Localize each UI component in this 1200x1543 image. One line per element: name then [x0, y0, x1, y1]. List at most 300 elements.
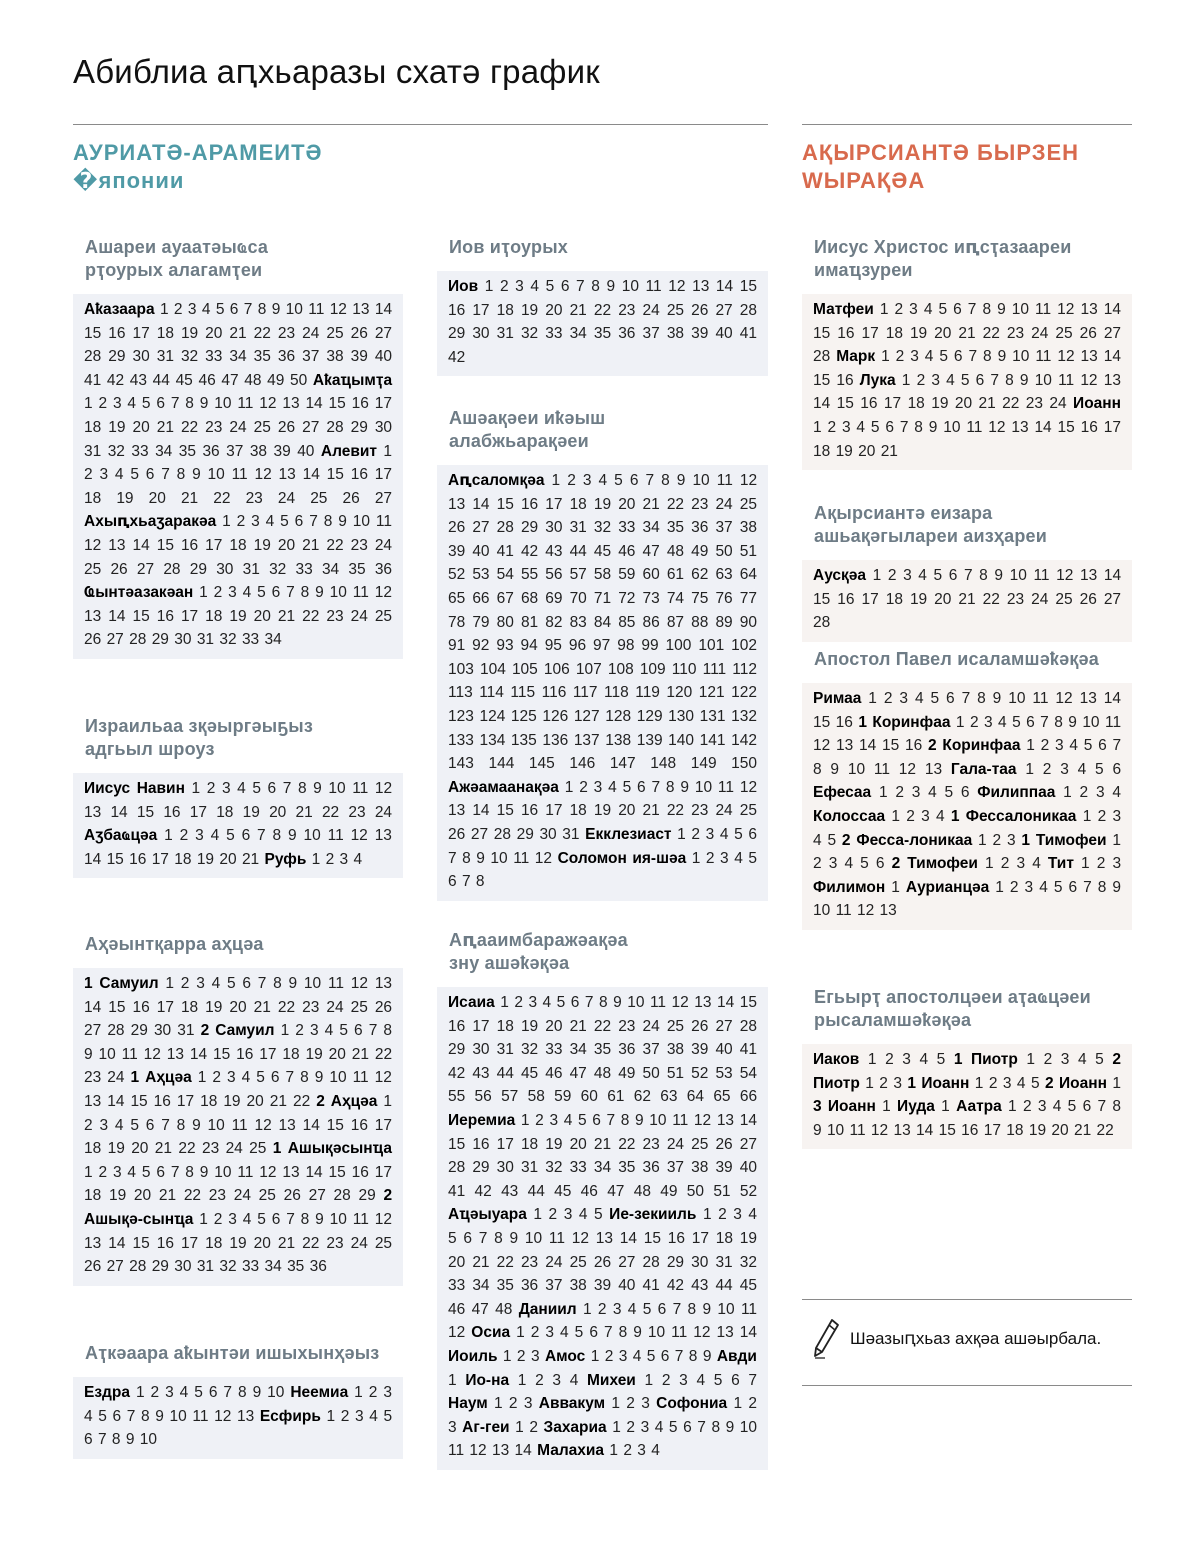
chapter-number[interactable]: 26	[342, 489, 360, 507]
chapter-number[interactable]: 2	[894, 301, 904, 318]
chapter-number[interactable]: 32	[739, 1253, 757, 1271]
chapter-number[interactable]: 22	[183, 1187, 202, 1205]
chapter-number[interactable]: 21	[642, 495, 660, 513]
chapter-number[interactable]: 1	[881, 348, 890, 366]
chapter-number[interactable]: 6	[570, 994, 580, 1011]
chapter-number[interactable]: 28	[813, 614, 831, 632]
chapter-number[interactable]: 6	[589, 1324, 598, 1342]
chapter-number[interactable]: 3	[899, 690, 909, 707]
chapter-number[interactable]: 115	[510, 684, 536, 702]
chapter-number[interactable]: 8	[598, 994, 608, 1011]
chapter-number[interactable]: 30	[174, 1258, 192, 1276]
chapter-number[interactable]: 5	[734, 825, 743, 843]
chapter-number[interactable]: 2	[340, 1407, 350, 1425]
chapter-number[interactable]: 3	[1024, 878, 1034, 896]
chapter-number[interactable]: 24	[302, 324, 320, 342]
chapter-number[interactable]: 7	[161, 1116, 170, 1134]
chapter-number[interactable]: 9	[997, 348, 1007, 366]
chapter-number[interactable]: 22	[321, 803, 340, 821]
chapter-number[interactable]: 1	[197, 1069, 207, 1087]
chapter-number[interactable]: 35	[253, 348, 271, 366]
chapter-number[interactable]: 10	[692, 472, 710, 489]
chapter-number[interactable]: 25	[326, 324, 344, 342]
chapter-number[interactable]: 38	[691, 1159, 709, 1177]
chapter-number[interactable]: 26	[715, 1135, 733, 1153]
chapter-number[interactable]: 29	[189, 560, 207, 578]
chapter-number[interactable]: 12	[374, 780, 393, 797]
chapter-number[interactable]: 20	[569, 1135, 587, 1153]
chapter-number[interactable]: 19	[196, 850, 215, 868]
chapter-number[interactable]: 1	[1112, 831, 1121, 849]
chapter-number[interactable]: 34	[229, 348, 247, 366]
chapter-number[interactable]: 7	[286, 584, 295, 602]
chapter-number[interactable]: 3	[1112, 807, 1122, 825]
chapter-number[interactable]: 13	[716, 1324, 734, 1342]
chapter-number[interactable]: 5	[642, 1300, 652, 1318]
chapter-number[interactable]: 9	[288, 975, 298, 992]
chapter-number[interactable]: 5	[574, 1324, 584, 1342]
chapter-number[interactable]: 51	[739, 542, 757, 560]
chapter-number[interactable]: 12	[1080, 371, 1098, 389]
chapter-number[interactable]: 10	[813, 902, 831, 920]
chapter-number[interactable]: 77	[739, 589, 757, 607]
chapter-number[interactable]: 1	[590, 1347, 600, 1365]
chapter-number[interactable]: 6	[948, 567, 958, 584]
chapter-number[interactable]: 16	[520, 495, 539, 513]
chapter-number[interactable]: 4	[242, 584, 252, 602]
chapter-number[interactable]: 31	[156, 348, 174, 366]
chapter-number[interactable]: 2	[1097, 807, 1107, 825]
chapter-number[interactable]: 10	[826, 1121, 845, 1139]
chapter-number[interactable]: 6	[748, 825, 757, 843]
chapter-number[interactable]: 57	[569, 566, 587, 584]
chapter-number[interactable]: 6	[156, 395, 165, 413]
chapter-number[interactable]: 24	[225, 1140, 243, 1158]
chapter-number[interactable]: 100	[665, 637, 692, 655]
chapter-number[interactable]: 13	[1079, 690, 1097, 707]
chapter-number[interactable]: 4	[719, 825, 729, 843]
chapter-number[interactable]: 17	[374, 395, 392, 413]
chapter-number[interactable]: 131	[699, 707, 726, 725]
chapter-number[interactable]: 28	[448, 1159, 466, 1177]
chapter-number[interactable]: 5	[646, 1347, 656, 1365]
chapter-number[interactable]: 1	[978, 831, 987, 849]
chapter-number[interactable]: 17	[132, 324, 150, 342]
chapter-number[interactable]: 16	[448, 301, 466, 319]
chapter-number[interactable]: 9	[199, 1163, 209, 1181]
chapter-number[interactable]: 124	[479, 707, 506, 725]
chapter-number[interactable]: 5	[1053, 878, 1063, 896]
chapter-number[interactable]: 4	[748, 1206, 758, 1224]
chapter-number[interactable]: 28	[813, 348, 831, 366]
chapter-number[interactable]: 11	[327, 975, 345, 992]
chapter-number[interactable]: 8	[711, 1418, 721, 1436]
chapter-number[interactable]: 35	[666, 519, 685, 537]
chapter-number[interactable]: 10	[627, 994, 645, 1011]
chapter-number[interactable]: 9	[1068, 713, 1077, 731]
chapter-number[interactable]: 1	[517, 1371, 527, 1389]
chapter-number[interactable]: 22	[326, 536, 344, 554]
chapter-number[interactable]: 20	[1051, 1121, 1069, 1139]
chapter-number[interactable]: 40	[374, 348, 393, 366]
chapter-number[interactable]: 7	[990, 371, 1000, 389]
chapter-number[interactable]: 54	[739, 1064, 757, 1082]
chapter-number[interactable]: 15	[212, 1045, 231, 1063]
chapter-number[interactable]: 17	[861, 590, 879, 608]
chapter-number[interactable]: 4	[1077, 1051, 1087, 1068]
chapter-number[interactable]: 13	[893, 1121, 911, 1139]
chapter-number[interactable]: 24	[350, 1234, 368, 1252]
chapter-number[interactable]: 5	[256, 1069, 265, 1087]
chapter-number[interactable]: 33	[131, 442, 149, 460]
chapter-number[interactable]: 1	[813, 418, 822, 436]
chapter-number[interactable]: 1	[1025, 760, 1034, 778]
chapter-number[interactable]: 2	[705, 849, 715, 867]
chapter-number[interactable]: 9	[338, 513, 347, 531]
chapter-number[interactable]: 11	[375, 513, 392, 531]
chapter-number[interactable]: 135	[510, 731, 537, 749]
chapter-number[interactable]: 8	[688, 1347, 698, 1365]
chapter-number[interactable]: 134	[479, 731, 506, 749]
chapter-number[interactable]: 11	[121, 1045, 138, 1063]
chapter-number[interactable]: 21	[154, 1140, 173, 1158]
chapter-number[interactable]: 28	[496, 519, 514, 537]
chapter-number[interactable]: 9	[1019, 371, 1029, 389]
chapter-number[interactable]: 3	[309, 1022, 319, 1040]
chapter-number[interactable]: 4	[918, 567, 927, 584]
chapter-number[interactable]: 4	[813, 831, 822, 849]
chapter-number[interactable]: 30	[539, 825, 557, 843]
chapter-number[interactable]: 36	[520, 1277, 539, 1295]
chapter-number[interactable]: 7	[257, 827, 266, 845]
chapter-number[interactable]: 8	[475, 873, 485, 891]
chapter-number[interactable]: 14	[813, 395, 831, 413]
chapter-number[interactable]: 114	[479, 684, 504, 702]
chapter-number[interactable]: 8	[494, 1229, 503, 1247]
chapter-number[interactable]: 50	[686, 1182, 705, 1200]
chapter-number[interactable]: 15	[882, 737, 900, 755]
chapter-number[interactable]: 13	[278, 1116, 296, 1134]
chapter-number[interactable]: 18	[885, 590, 903, 608]
chapter-number[interactable]: 5	[930, 690, 940, 707]
chapter-number[interactable]: 2	[1022, 1098, 1032, 1116]
chapter-number[interactable]: 2	[988, 1074, 998, 1092]
chapter-number[interactable]: 17	[189, 803, 207, 821]
chapter-number[interactable]: 17	[151, 850, 169, 868]
chapter-number[interactable]: 66	[472, 589, 490, 607]
chapter-number[interactable]: 2	[1043, 1051, 1053, 1068]
chapter-number[interactable]: 11	[1035, 301, 1052, 318]
chapter-number[interactable]: 7	[899, 418, 909, 436]
chapter-number[interactable]: 32	[107, 442, 125, 460]
chapter-number[interactable]: 5	[933, 567, 943, 584]
chapter-number[interactable]: 84	[593, 613, 612, 631]
chapter-number[interactable]: 16	[836, 371, 854, 389]
chapter-number[interactable]: 30	[496, 1159, 514, 1177]
chapter-number[interactable]: 19	[909, 590, 928, 608]
chapter-number[interactable]: 9	[676, 472, 686, 489]
chapter-number[interactable]: 1	[383, 1092, 392, 1110]
chapter-number[interactable]: 1	[611, 1395, 620, 1413]
chapter-number[interactable]: 15	[813, 713, 831, 731]
chapter-number[interactable]: 13	[236, 1407, 255, 1425]
chapter-number[interactable]: 33	[241, 1258, 260, 1276]
chapter-number[interactable]: 15	[84, 324, 102, 342]
chapter-number[interactable]: 34	[472, 1277, 490, 1295]
chapter-number[interactable]: 14	[472, 495, 490, 513]
chapter-number[interactable]: 1	[644, 1371, 654, 1389]
chapter-number[interactable]: 120	[666, 684, 693, 702]
chapter-number[interactable]: 1	[901, 371, 911, 389]
chapter-number[interactable]: 17	[374, 466, 393, 484]
chapter-number[interactable]: 14	[859, 737, 877, 755]
chapter-number[interactable]: 91	[448, 637, 466, 655]
chapter-number[interactable]: 7	[126, 1407, 136, 1425]
chapter-number[interactable]: 3	[1060, 760, 1069, 778]
chapter-number[interactable]: 2	[887, 567, 897, 584]
chapter-number[interactable]: 25	[249, 1140, 267, 1158]
chapter-number[interactable]: 19	[242, 803, 260, 821]
chapter-number[interactable]: 1	[702, 1206, 712, 1224]
chapter-number[interactable]: 16	[905, 737, 923, 755]
chapter-number[interactable]: 1	[500, 994, 509, 1011]
chapter-number[interactable]: 2	[885, 1051, 894, 1068]
chapter-number[interactable]: 16	[472, 1135, 490, 1153]
chapter-number[interactable]: 6	[84, 1431, 93, 1449]
chapter-number[interactable]: 10	[649, 1111, 667, 1129]
chapter-number[interactable]: 10	[717, 1300, 735, 1318]
chapter-number[interactable]: 22	[593, 1017, 612, 1035]
chapter-number[interactable]: 25	[84, 560, 102, 578]
chapter-number[interactable]: 21	[880, 442, 898, 460]
chapter-number[interactable]: 17	[472, 1017, 490, 1035]
chapter-number[interactable]: 6	[592, 1111, 601, 1129]
chapter-number[interactable]: 48	[593, 1064, 612, 1082]
chapter-number[interactable]: 44	[527, 1182, 545, 1200]
chapter-number[interactable]: 43	[129, 371, 148, 389]
chapter-number[interactable]: 118	[604, 684, 629, 702]
chapter-number[interactable]: 4	[369, 1407, 378, 1425]
chapter-number[interactable]: 3	[523, 1395, 533, 1413]
chapter-number[interactable]: 7	[282, 780, 292, 797]
chapter-number[interactable]: 48	[495, 1300, 513, 1318]
chapter-number[interactable]: 10	[694, 778, 713, 796]
chapter-number[interactable]: 1	[135, 1384, 145, 1401]
chapter-number[interactable]: 55	[520, 566, 539, 584]
chapter-number[interactable]: 3	[893, 1074, 902, 1092]
chapter-number[interactable]: 30	[374, 418, 393, 436]
chapter-number[interactable]: 35	[496, 1277, 514, 1295]
chapter-number[interactable]: 3	[679, 1371, 688, 1389]
chapter-number[interactable]: 24	[374, 803, 393, 821]
chapter-number[interactable]: 24	[715, 495, 733, 513]
chapter-number[interactable]: 6	[229, 301, 239, 318]
chapter-number[interactable]: 8	[687, 1300, 697, 1318]
chapter-number[interactable]: 45	[175, 371, 193, 389]
chapter-number[interactable]: 14	[189, 1045, 208, 1063]
chapter-number[interactable]: 2	[604, 1347, 614, 1365]
chapter-number[interactable]: 5	[713, 1371, 723, 1389]
chapter-number[interactable]: 4	[734, 849, 743, 867]
chapter-number[interactable]: 18	[229, 536, 247, 554]
chapter-number[interactable]: 75	[691, 589, 709, 607]
chapter-number[interactable]: 3	[1112, 855, 1122, 873]
chapter-number[interactable]: 39	[448, 542, 466, 560]
chapter-number[interactable]: 21	[156, 418, 174, 436]
chapter-number[interactable]: 9	[476, 849, 485, 867]
chapter-number[interactable]: 4	[530, 278, 540, 295]
chapter-number[interactable]: 5	[577, 1111, 587, 1129]
chapter-number[interactable]: 6	[271, 1210, 281, 1228]
chapter-number[interactable]: 29	[151, 1258, 169, 1276]
chapter-number[interactable]: 3	[1054, 737, 1064, 755]
chapter-number[interactable]: 12	[739, 778, 758, 796]
chapter-number[interactable]: 21	[269, 1092, 287, 1110]
chapter-number[interactable]: 12	[350, 975, 369, 992]
chapter-number[interactable]: 28	[326, 418, 344, 436]
chapter-number[interactable]: 1	[165, 975, 175, 992]
chapter-number[interactable]: 3	[196, 975, 205, 992]
chapter-number[interactable]: 1	[191, 780, 201, 797]
chapter-number[interactable]: 4	[1069, 737, 1078, 755]
chapter-number[interactable]: 15	[326, 1116, 344, 1134]
chapter-number[interactable]: 6	[660, 1347, 670, 1365]
chapter-number[interactable]: 2	[150, 1384, 160, 1401]
chapter-number[interactable]: 4	[569, 1371, 579, 1389]
chapter-number[interactable]: 3	[530, 1347, 540, 1365]
chapter-number[interactable]: 14	[305, 1163, 323, 1181]
chapter-number[interactable]: 5	[594, 1206, 603, 1224]
chapter-number[interactable]: 122	[731, 684, 758, 702]
chapter-number[interactable]: 12	[739, 472, 758, 489]
chapter-number[interactable]: 21	[351, 1045, 369, 1063]
chapter-number[interactable]: 23	[1006, 590, 1025, 608]
chapter-number[interactable]: 79	[472, 613, 490, 631]
chapter-number[interactable]: 2	[748, 1395, 757, 1413]
chapter-number[interactable]: 9	[606, 278, 616, 295]
chapter-number[interactable]: 11	[672, 1111, 689, 1129]
chapter-number[interactable]: 14	[514, 1442, 532, 1460]
chapter-number[interactable]: 16	[163, 803, 181, 821]
chapter-number[interactable]: 9	[680, 778, 689, 796]
chapter-number[interactable]: 56	[474, 1088, 492, 1106]
chapter-number[interactable]: 78	[448, 613, 466, 631]
chapter-number[interactable]: 18	[885, 324, 903, 342]
chapter-number[interactable]: 2	[213, 584, 223, 602]
chapter-number[interactable]: 35	[287, 1258, 305, 1276]
chapter-number[interactable]: 5	[939, 348, 948, 366]
chapter-number[interactable]: 52	[739, 1182, 758, 1200]
chapter-number[interactable]: 28	[129, 1258, 147, 1276]
chapter-number[interactable]: 20	[246, 1092, 264, 1110]
chapter-number[interactable]: 26	[277, 418, 296, 436]
chapter-number[interactable]: 9	[725, 1418, 735, 1436]
chapter-number[interactable]: 22	[496, 1253, 514, 1271]
chapter-number[interactable]: 20	[253, 607, 271, 625]
chapter-number[interactable]: 8	[661, 472, 670, 489]
chapter-number[interactable]: 13	[924, 760, 943, 778]
chapter-number[interactable]: 8	[977, 690, 986, 707]
chapter-number[interactable]: 15	[156, 536, 174, 554]
chapter-number[interactable]: 16	[667, 1229, 685, 1247]
chapter-number[interactable]: 1	[199, 584, 208, 602]
chapter-number[interactable]: 6	[448, 873, 457, 891]
chapter-number[interactable]: 13	[595, 1229, 613, 1247]
chapter-number[interactable]: 23	[691, 802, 709, 820]
chapter-number[interactable]: 4	[928, 784, 937, 802]
chapter-number[interactable]: 47	[569, 1064, 587, 1082]
chapter-number[interactable]: 40	[618, 1277, 636, 1295]
chapter-number[interactable]: 18	[496, 1017, 514, 1035]
chapter-number[interactable]: 4	[651, 1442, 660, 1460]
chapter-number[interactable]: 12	[84, 536, 102, 554]
chapter-number[interactable]: 34	[569, 1041, 587, 1059]
chapter-number[interactable]: 17	[374, 1116, 393, 1134]
chapter-number[interactable]: 24	[277, 489, 296, 507]
chapter-number[interactable]: 27	[715, 1017, 733, 1035]
chapter-number[interactable]: 4	[179, 1384, 189, 1401]
chapter-number[interactable]: 11	[237, 1163, 254, 1181]
chapter-number[interactable]: 31	[496, 1041, 514, 1059]
chapter-number[interactable]: 106	[543, 660, 570, 678]
chapter-number[interactable]: 1	[515, 1418, 524, 1436]
chapter-number[interactable]: 37	[226, 442, 244, 460]
chapter-number[interactable]: 20	[229, 998, 247, 1016]
chapter-number[interactable]: 11	[352, 780, 369, 797]
chapter-number[interactable]: 8	[323, 513, 333, 531]
chapter-number[interactable]: 3	[221, 780, 231, 797]
chapter-number[interactable]: 17	[205, 536, 223, 554]
chapter-number[interactable]: 9	[315, 584, 324, 602]
chapter-number[interactable]: 4	[578, 1206, 588, 1224]
chapter-number[interactable]: 2	[535, 1111, 544, 1129]
chapter-number[interactable]: 136	[542, 731, 569, 749]
chapter-number[interactable]: 42	[448, 348, 466, 366]
chapter-number[interactable]: 25	[739, 495, 757, 513]
chapter-number[interactable]: 11	[1033, 567, 1050, 584]
chapter-number[interactable]: 39	[593, 1277, 612, 1295]
chapter-number[interactable]: 16	[835, 713, 853, 731]
chapter-number[interactable]: 12	[870, 1121, 889, 1139]
chapter-number[interactable]: 13	[448, 802, 466, 820]
chapter-number[interactable]: 17	[691, 1229, 709, 1247]
chapter-number[interactable]: 8	[185, 395, 194, 413]
chapter-number[interactable]: 35	[618, 1159, 636, 1177]
chapter-number[interactable]: 4	[924, 348, 934, 366]
chapter-number[interactable]: 11	[192, 1407, 209, 1425]
chapter-number[interactable]: 26	[448, 519, 466, 537]
chapter-number[interactable]: 18	[282, 1045, 300, 1063]
chapter-number[interactable]: 7	[576, 278, 585, 295]
chapter-number[interactable]: 10	[943, 418, 961, 436]
chapter-number[interactable]: 2	[173, 301, 183, 318]
chapter-number[interactable]: 99	[641, 637, 659, 655]
chapter-number[interactable]: 4	[923, 301, 933, 318]
chapter-number[interactable]: 4	[210, 827, 220, 845]
chapter-number[interactable]: 28	[739, 301, 757, 319]
chapter-number[interactable]: 32	[593, 519, 612, 537]
chapter-number[interactable]: 8	[257, 301, 267, 318]
chapter-number[interactable]: 5	[257, 1210, 266, 1228]
chapter-number[interactable]: 16	[180, 536, 199, 554]
chapter-number[interactable]: 4	[114, 466, 124, 484]
chapter-number[interactable]: 5	[1012, 713, 1021, 731]
chapter-number[interactable]: 18	[84, 489, 102, 507]
chapter-number[interactable]: 1	[582, 1300, 592, 1318]
chapter-number[interactable]: 20	[148, 489, 166, 507]
chapter-number[interactable]: 2	[1042, 760, 1052, 778]
chapter-number[interactable]: 11	[237, 395, 254, 413]
